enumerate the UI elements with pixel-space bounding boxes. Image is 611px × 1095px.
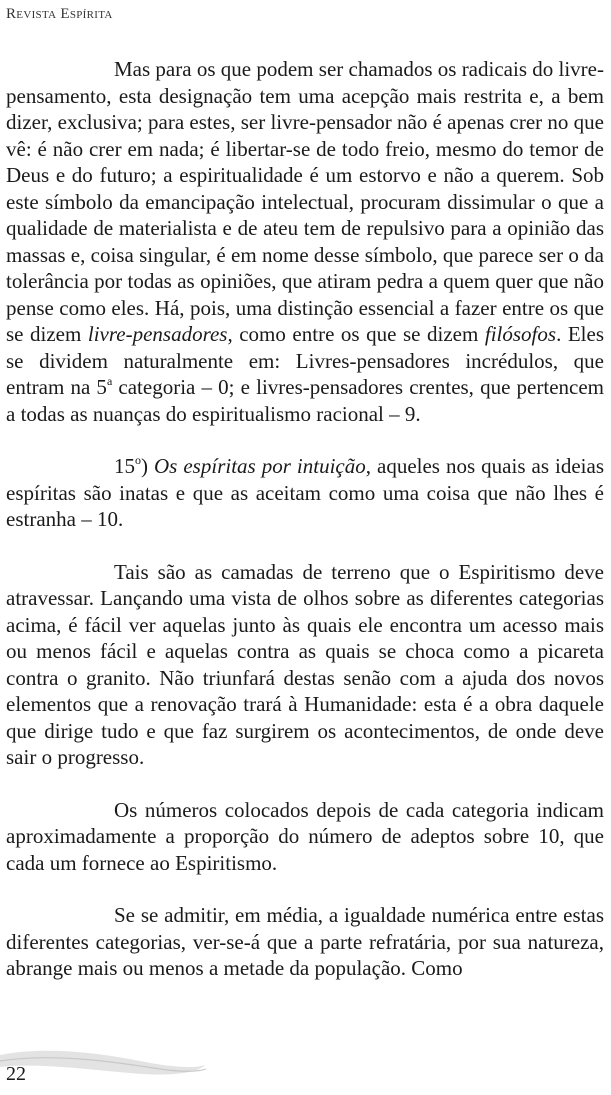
text-run: Os números colocados depois de cada categoria indicam aproximadamente a proporção do número de adeptos sobre 10, que cada um fornece ao Espiritismo. (6, 797, 604, 875)
text-run: Tais são as camadas de terreno que o Espiritismo deve atravessar. Lançando uma vista de olhos sobre as diferentes categorias acima, é fácil ver aquelas junto às quais ele encontra um acesso mais ou menos fácil e aquelas contra as quais se choca como a picareta contra o granito. Não triunfará destas senão com a ajuda dos novos elementos que a renovação trará à Humanidade: esta é a obra daquele que dirige tudo e que faz surgirem os acontecimentos, de onde deve sair o progresso. (6, 559, 604, 769)
italic-run: Os espíritas por intuição (154, 454, 366, 478)
paragraph (6, 797, 604, 877)
text-run: , como entre os que se dizem (227, 322, 485, 346)
paragraph (6, 453, 604, 533)
text-run: , aqueles nos quais as ideias espíritas são inatas e que as aceitam como uma coisa que não lhes é estranha – 10. (6, 454, 604, 531)
text-run: Se se admitir, em média, a igualdade numérica entre estas diferentes categorias, ver-se-á que a parte refratária, por sua natureza, abrange mais ou menos a metade da população. Como (6, 903, 604, 980)
decorative-swoosh (0, 1043, 210, 1083)
body-text (6, 56, 604, 982)
text-run: Mas para os que podem ser chamados os radicais do livre-pensamento, esta designação tem uma acepção mais restrita e, a bem dizer, exclusiva; para estes, ser livre-pensador não é apenas crer no que vê: é não crer em nada; é libertar-se de todo freio, mesmo do temor de Deus e do futuro; a espiritualidade é um estorvo e não a querem. Sob este símbolo da emancipação intelectual, procuram dissimular o que a qualidade de materialista e de ateu tem de repulsivo para a opinião das massas e, coisa singular, é em nome desse símbolo, que parece ser o da tolerância por todas as opiniões, que atiram pedra a quem quer que não pense como eles. Há, pois, uma distinção essencial a fazer entre os que se dizem (6, 57, 604, 346)
superscript: o (135, 453, 141, 467)
italic-run: filósofos (484, 322, 557, 346)
italic-run: livre-pensadores (87, 322, 228, 346)
text-run: 15 (114, 454, 135, 478)
paragraph (6, 902, 604, 982)
running-header: Revista Espírita (6, 6, 113, 22)
text-run: . Eles se dividem naturalmente em: Livres-pensadores incrédulos, que entram na 5 (6, 322, 605, 399)
page-number: 22 (6, 1063, 26, 1085)
text-run: ) (141, 454, 155, 478)
paragraph (6, 56, 604, 427)
text-run: categoria – 0; e livres-pensadores crentes, que pertencem a todas as nuanças do espiritualismo racional – 9. (6, 375, 605, 426)
paragraph (6, 559, 604, 771)
superscript: a (106, 374, 113, 388)
